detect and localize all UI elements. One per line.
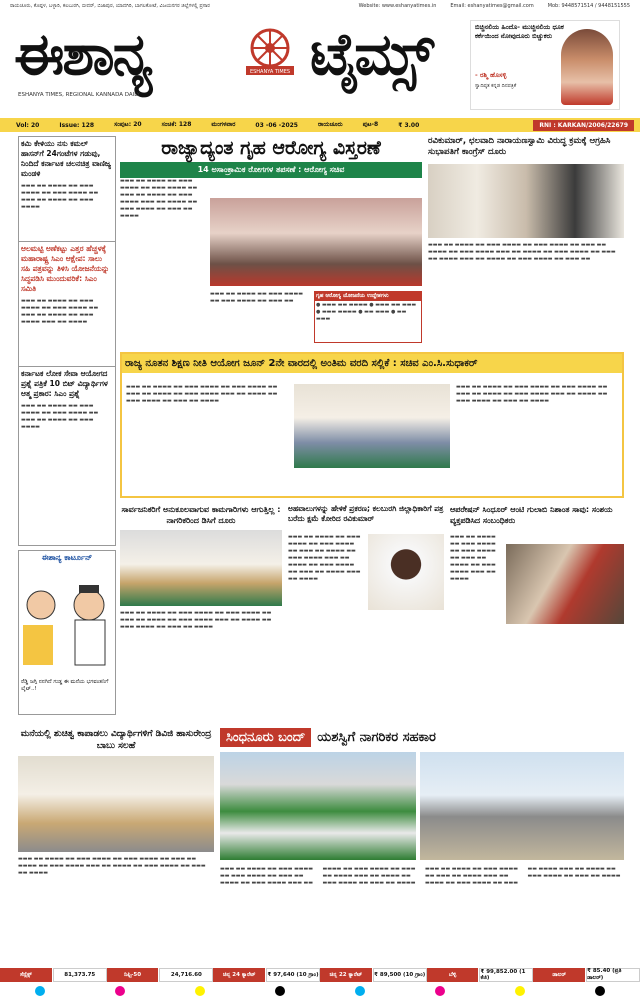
masthead-english: ESHANYA TIMES, REGIONAL KANNADA DAILY [18, 92, 140, 98]
advert-box [470, 20, 620, 110]
bottom2-photo-2 [420, 752, 624, 860]
logo-text: ESHANYA TIMES [249, 69, 291, 75]
cyan-mark [355, 986, 365, 996]
lead-body-1: ▬▬▬ ▬▬ ▬▬▬▬ ▬▬ ▬▬▬ ▬▬▬▬ ▬▬ ▬▬▬ ▬▬▬▬ ▬▬ ▬▬▬ ▬▬ ▬▬▬▬ ▬▬ ▬▬▬ ▬▬▬▬ ▬▬▬ ▬▬ ▬▬▬▬ ▬▬ ▬▬▬ ▬▬▬▬ ▬▬ ▬▬▬ ▬▬ ▬▬▬▬ [120, 178, 198, 219]
advert-sub: ಸ್ವಾದಿಷ್ಠತ ಕನ್ನಡ ದಿನಪತ್ರಿಕೆ [475, 83, 517, 89]
lead-story [120, 136, 422, 346]
dateline-bar [0, 118, 640, 132]
cartoon-panel [18, 550, 116, 715]
price: ₹ 3.00 [398, 121, 420, 129]
right-headline: ರವಿಕುಮಾರ್, ಛಲವಾದಿ ನಾರಾಯಣಸ್ವಾಮಿ ವಿರುದ್ಧ ಕ್ರಮಕ್ಕೆ ಆಗ್ರಹಿಸಿ ಸುಭಾಪತಿಗೆ ಕಾಂಗ್ರೆಸ್ ದೂರು [428, 136, 611, 157]
mid3-headline: ಆಪರೇಷನ್ ಸಿಂಧೂರ್ ಆಂಟಿ ಗುಲಾಬಿ ನಿಶಾಂತ ಸಾವು: ಸಂಶಯ ವ್ಯಕ್ತಪಡಿಸಿದ ಸಂಬಂಧಿಕರು [450, 505, 613, 525]
lead-info-box [314, 291, 422, 343]
bottom1-photo [18, 756, 214, 852]
bottom-story-1 [18, 728, 214, 964]
lead-photo [210, 198, 422, 286]
bottom1-body: ▬▬▬ ▬▬ ▬▬▬▬ ▬▬ ▬▬▬ ▬▬▬▬ ▬▬ ▬▬▬ ▬▬▬▬ ▬▬ ▬▬▬ ▬▬ ▬▬▬▬ ▬▬ ▬▬▬ ▬▬▬▬ ▬▬▬ ▬▬ ▬▬▬▬ ▬▬ ▬▬▬ ▬▬▬▬ ▬▬ ▬▬▬ ▬▬ ▬▬▬▬ [18, 856, 206, 876]
left-body-3: ▬▬▬ ▬▬ ▬▬▬▬ ▬▬ ▬▬▬ ▬▬▬▬ ▬▬ ▬▬▬ ▬▬▬▬ ▬▬ ▬▬▬ ▬▬ ▬▬▬▬ ▬▬ ▬▬▬ ▬▬▬▬ [21, 403, 99, 430]
sanchike: ಸಂಚಿಕೆ: 128 [161, 121, 192, 128]
cartoon-drawing [19, 565, 113, 675]
mid-story-3 [450, 504, 624, 722]
mid2-headline: ಅಹವಾಲುಗಳನ್ನು ಹೇಳಿಕೆ ಪ್ರಕರಣ; ಕಲಬುರಗಿ ಜಿಲ್ಲಾಧಿಕಾರಿಗೆ ಪತ್ರ ಬರೆದು ಕ್ಷಮೆ ಕೋರಿದ ರವಿಕುಮಾರ್ [288, 504, 444, 523]
mid1-photo [120, 530, 282, 606]
gold22-label: ಚಿನ್ನ 22 ಕ್ಯಾರೆಟ್ [320, 968, 373, 982]
cartoon-title: ಈಶಾನ್ಯ ಕಾರ್ಟೂನ್ [41, 553, 93, 562]
rni: RNI : KARKAN/2006/22679 [533, 120, 634, 131]
lead-box-title: ಗೃಹ ಆರೋಗ್ಯ ಯೋಜನೆಯ ಉದ್ದೇಶಗಳು [315, 292, 421, 301]
cartoon-caption: ರೆಡ್ಡಿ ಜಗ್ಗಿ ನನಗಿದೆ ಗುಡ್ಡ ಈ ಮನೆಯ ಭಗವಂತನಿಗೆ ಲೈಟ್..! [21, 679, 109, 692]
yellow-mark [195, 986, 205, 996]
circulation-text: ರಾಯಚೂರು, ಕೊಪ್ಪಳ, ಬಳ್ಳಾರಿ, ಕಲಬುರಗಿ, ಬೀದರ್, ಬಿಜಾಪುರ, ಯಾದಗಿರಿ, ಬಾಗಲಕೋಟೆ, ವಿಜಯನಗರ ಜಿಲ್ಲೆಗಳಲ್ಲಿ ಪ್ರಸಾರ [10, 3, 210, 9]
education-photo [294, 384, 450, 468]
left-column [18, 136, 116, 546]
mid1-headline: ಸಾರ್ವಜನಿಕರಿಗೆ ಅನುಕೂಲವಾಗುವ ಕಾಮಗಾರಿಗಳು ಆಗುತ್ತಿಲ್ಲ : ನಾಗರಿಕರಿಂದ ಡಿಸಿಗೆ ದೂರು [121, 505, 281, 525]
city: ರಾಯಚೂರು [317, 121, 343, 128]
mid2-portrait [368, 534, 444, 610]
nifty-label: ನಿಫ್ಟಿ-50 [107, 968, 160, 982]
left-headline-3: ಕರ್ನಾಟಕ ಲೋಕ ಸೇವಾ ಆಯೋಗದ ಪ್ರಶ್ನೆ ಪತ್ರಿಕೆ 10 ಬಿಟ್ ವಿದ್ಯಾರ್ಥಿಗಳ ಆತ್ಮ ಪ್ರಕಾರ: ಸಿಎಂ ಪ್ರಶ್ನೆ [19, 366, 115, 401]
cyan-mark [35, 986, 45, 996]
top-strip [0, 0, 640, 12]
masthead-logo-icon [240, 22, 300, 82]
magenta-mark [435, 986, 445, 996]
mobile-text: Mob: 9448571514 / 9448151555 [547, 3, 630, 9]
right-photo [428, 164, 624, 238]
pages: ಪುಟ-8 [362, 121, 379, 128]
education-body-1: ▬▬▬ ▬▬ ▬▬▬▬ ▬▬ ▬▬▬ ▬▬▬▬ ▬▬ ▬▬▬ ▬▬▬▬ ▬▬ ▬▬▬ ▬▬ ▬▬▬▬ ▬▬ ▬▬▬ ▬▬▬▬ ▬▬▬ ▬▬ ▬▬▬▬ ▬▬ ▬▬▬ ▬▬▬▬ ▬▬ ▬▬▬ ▬▬ ▬▬▬▬ [126, 384, 278, 404]
mid-story-1 [120, 504, 282, 722]
gold24-label: ಚಿನ್ನ 24 ಕ್ಯಾರೆಟ್ [213, 968, 266, 982]
lead-body-2: ▬▬▬ ▬▬ ▬▬▬▬ ▬▬ ▬▬▬ ▬▬▬▬ ▬▬ ▬▬▬ ▬▬▬▬ ▬▬ ▬▬▬ ▬▬ [210, 291, 303, 304]
yellow-mark [515, 986, 525, 996]
right-story [428, 136, 624, 346]
advert-name: - ರಶ್ಮಿ ಹೊಸಳ್ಳಿ [475, 71, 507, 79]
samputa: ಸಂಪುಟ: 20 [114, 121, 142, 128]
right-body: ▬▬▬ ▬▬ ▬▬▬▬ ▬▬ ▬▬▬ ▬▬▬▬ ▬▬ ▬▬▬ ▬▬▬▬ ▬▬ ▬▬▬ ▬▬ ▬▬▬▬ ▬▬ ▬▬▬ ▬▬▬▬ ▬▬▬ ▬▬ ▬▬▬▬ ▬▬ ▬▬▬ ▬▬▬▬ ▬▬ ▬▬▬ ▬▬ ▬▬▬▬ ▬▬▬ ▬▬ ▬▬▬▬ ▬▬ ▬▬▬ ▬▬▬▬ ▬▬ ▬▬▬ ▬▬ [428, 242, 616, 262]
bottom1-headline: ಮನೆಯಲ್ಲಿ ಶುಚಿತ್ವ ಕಾಪಾಡಲು ವಿದ್ಯಾರ್ಥಿಗಳಿಗೆ ಡಿವಿಜಿ ಹಾಸುರೇಂದ್ರ ಬಾಬು ಸಲಹೆ [20, 729, 212, 751]
dollar-label: ಡಾಲರ್ [533, 968, 586, 982]
sensex-label: ಸೆನ್ಸೆಕ್ಸ್ [0, 968, 53, 982]
bottom2-body: ▬▬▬ ▬▬ ▬▬▬▬ ▬▬ ▬▬▬ ▬▬▬▬ ▬▬ ▬▬▬ ▬▬▬▬ ▬▬ ▬▬▬ ▬▬ ▬▬▬▬ ▬▬ ▬▬▬ ▬▬▬▬ ▬▬▬ ▬▬ ▬▬▬▬ ▬▬ ▬▬▬ ▬▬▬▬ ▬▬ ▬▬▬ ▬▬ ▬▬▬▬ ▬▬▬ ▬▬ ▬▬▬▬ ▬▬ ▬▬▬ ▬▬▬▬ ▬▬ ▬▬▬ ▬▬ ▬▬▬▬ ▬▬▬ ▬▬ ▬▬▬▬ ▬▬ ▬▬▬ ▬▬▬▬ ▬▬ ▬▬▬ ▬▬ ▬▬▬▬ ▬▬▬ ▬▬ ▬▬▬▬ ▬▬ ▬▬▬ ▬▬▬▬ ▬▬ ▬▬▬ ▬▬ ▬▬▬▬ ▬▬▬ ▬▬ ▬▬▬▬ ▬▬ ▬▬▬ ▬▬▬▬ ▬▬ ▬▬▬ ▬▬ ▬▬▬▬ [220, 866, 621, 886]
day: ಮಂಗಳವಾರ [211, 121, 236, 128]
mid-story-2 [288, 504, 444, 722]
mid3-photo [506, 544, 624, 624]
mid2-body: ▬▬▬ ▬▬ ▬▬▬▬ ▬▬ ▬▬▬ ▬▬▬▬ ▬▬ ▬▬▬ ▬▬▬▬ ▬▬ ▬▬▬ ▬▬ ▬▬▬▬ ▬▬ ▬▬▬ ▬▬▬▬ ▬▬▬ ▬▬ ▬▬▬▬ ▬▬ ▬▬▬ ▬▬▬▬ ▬▬ ▬▬▬ ▬▬ ▬▬▬▬ ▬▬▬ ▬▬ ▬▬▬▬ [288, 534, 361, 582]
gold22-value: ₹ 89,500 (10 ಗ್ರಾಂ) [373, 968, 427, 982]
dollar-value: ₹ 85.40 (ಪ್ರತಿ ಡಾಲರ್) [586, 968, 640, 982]
left-body-2: ▬▬▬ ▬▬ ▬▬▬▬ ▬▬ ▬▬▬ ▬▬▬▬ ▬▬ ▬▬▬ ▬▬▬▬ ▬▬ ▬▬▬ ▬▬ ▬▬▬▬ ▬▬ ▬▬▬ ▬▬▬▬ ▬▬▬ ▬▬ ▬▬▬▬ [21, 298, 99, 325]
silver-value: ₹ 99,852.00 (1 ಕೆಜಿ) [479, 968, 533, 982]
mid3-body: ▬▬▬ ▬▬ ▬▬▬▬ ▬▬ ▬▬▬ ▬▬▬▬ ▬▬ ▬▬▬ ▬▬▬▬ ▬▬ ▬▬▬ ▬▬ ▬▬▬▬ ▬▬ ▬▬▬ ▬▬▬▬ ▬▬▬ ▬▬ ▬▬▬▬ [450, 534, 496, 582]
lead-box-body: ● ▬▬▬ ▬▬ ▬▬▬▬ ● ▬▬▬ ▬▬ ▬▬▬ ● ▬▬▬ ▬▬▬▬ ● ▬▬ ▬▬▬ ● ▬▬ ▬▬▬ [316, 302, 417, 322]
mid1-body: ▬▬▬ ▬▬ ▬▬▬▬ ▬▬ ▬▬▬ ▬▬▬▬ ▬▬ ▬▬▬ ▬▬▬▬ ▬▬ ▬▬▬ ▬▬ ▬▬▬▬ ▬▬ ▬▬▬ ▬▬▬▬ ▬▬▬ ▬▬ ▬▬▬▬ ▬▬ ▬▬▬ ▬▬▬▬ ▬▬ ▬▬▬ ▬▬ ▬▬▬▬ [120, 610, 272, 630]
bottom2-headline-red: ಸಿಂಧನೂರು ಬಂದ್ [220, 728, 311, 747]
masthead-title-2: ಟೈಮ್ಸ್ [310, 20, 432, 88]
lead-headline: ರಾಜ್ಯಾದ್ಯಂತ ಗೃಹ ಆರೋಗ್ಯ ವಿಸ್ತರಣೆ [161, 137, 381, 159]
advert-photo [561, 29, 613, 105]
sensex-value: 81,373.75 [53, 968, 107, 982]
vol: Vol: 20 [16, 121, 40, 129]
date: 03 -06 -2025 [255, 121, 298, 129]
gold24-value: ₹ 97,640 (10 ಗ್ರಾಂ) [266, 968, 320, 982]
black-mark [275, 986, 285, 996]
masthead-title-1: ಈಶಾನ್ಯ [14, 20, 151, 88]
left-body-1: ▬▬▬ ▬▬ ▬▬▬▬ ▬▬ ▬▬▬ ▬▬▬▬ ▬▬ ▬▬▬ ▬▬▬▬ ▬▬ ▬▬▬ ▬▬ ▬▬▬▬ ▬▬ ▬▬▬ ▬▬▬▬ [21, 183, 99, 210]
bottom2-photo-1 [220, 752, 416, 860]
magenta-mark [115, 986, 125, 996]
education-headline: ರಾಜ್ಯ ನೂತನ ಶಿಕ್ಷಣ ನೀತಿ ಆಯೋಗ ಜೂನ್ 2ನೇ ವಾರದಲ್ಲಿ ಅಂತಿಮ ವರದಿ ಸಲ್ಲಿಕೆ : ಸಚಿವ ಎಂ.ಸಿ.ಸುಧಾಕರ್ [122, 354, 622, 373]
email-text: Email: eshanyatimes@gmail.com [450, 3, 534, 9]
education-body-2: ▬▬▬ ▬▬ ▬▬▬▬ ▬▬ ▬▬▬ ▬▬▬▬ ▬▬ ▬▬▬ ▬▬▬▬ ▬▬ ▬▬▬ ▬▬ ▬▬▬▬ ▬▬ ▬▬▬ ▬▬▬▬ ▬▬▬ ▬▬ ▬▬▬▬ ▬▬ ▬▬▬ ▬▬▬▬ ▬▬ ▬▬▬ ▬▬ ▬▬▬▬ [456, 384, 608, 404]
advert-text: ಬಿಚ್ಚಿನಲಿಯ ಹಿಂದೊ- ಮುಚ್ಚಿನಲಿಯ ಧೂಕ ಕರ್ಕೆಯಿಂದ ನೋವುದೂರು ಬಿಚ್ಚುಕರು [475, 23, 564, 40]
silver-label: ಬೆಳ್ಳಿ [427, 968, 480, 982]
left-headline-2: ಆಲಮಟ್ಟಿ ಅಣೆಕಟ್ಟು ಎತ್ತರ ಹೆಚ್ಚಳಕ್ಕೆ ಮಹಾರಾಷ್ಟ್ರ ಸಿಎಂ ಆಕ್ಷೇಪ: ಸಾಲು ಸಹಿ ಪತ್ರವನ್ನು ತಿಳಿಸಿ ಯೋಜನೆಯನ್ನು ಸಿದ್ಧಪಡಿಸಿ ಮುಂದುವರಿಕೆ: ಸಿಎಂ ಸಮಿತಿ [19, 241, 115, 296]
left-headline-1: ಕಮಿ ಕೇಳಿಯು ನಸು ಕಮಲ್ ಹಾಸನ್‌ಗೆ 24ಗಂಟೆಗಳ ಗಡುವು, ನಿಂದಿದೆ ಕರ್ನಾಟಕ ಚಲನಚಿತ್ರ ವಾಣಿಜ್ಯ ಮಂಡಳಿ [21, 139, 111, 178]
print-color-marks [0, 984, 640, 998]
education-story [120, 352, 624, 498]
issue: Issue: 128 [59, 121, 95, 129]
bottom2-headline-rest: ಯಶಸ್ವಿಗೆ ನಾಗರಿಕರ ಸಹಕಾರ [317, 730, 436, 745]
lead-subhead: 14 ಅಸಾಂಕ್ರಾಮಿಕ ರೋಗಗಳ ತಪಸಣೆ : ಆರೋಗ್ಯ ಸಚಿವ [120, 162, 422, 178]
masthead [0, 12, 640, 116]
website-text: Website: www.eshanyatimes.in [358, 3, 437, 9]
market-footer [0, 968, 640, 982]
bottom-story-2 [220, 728, 624, 964]
black-mark [595, 986, 605, 996]
nifty-value: 24,716.60 [159, 968, 213, 982]
